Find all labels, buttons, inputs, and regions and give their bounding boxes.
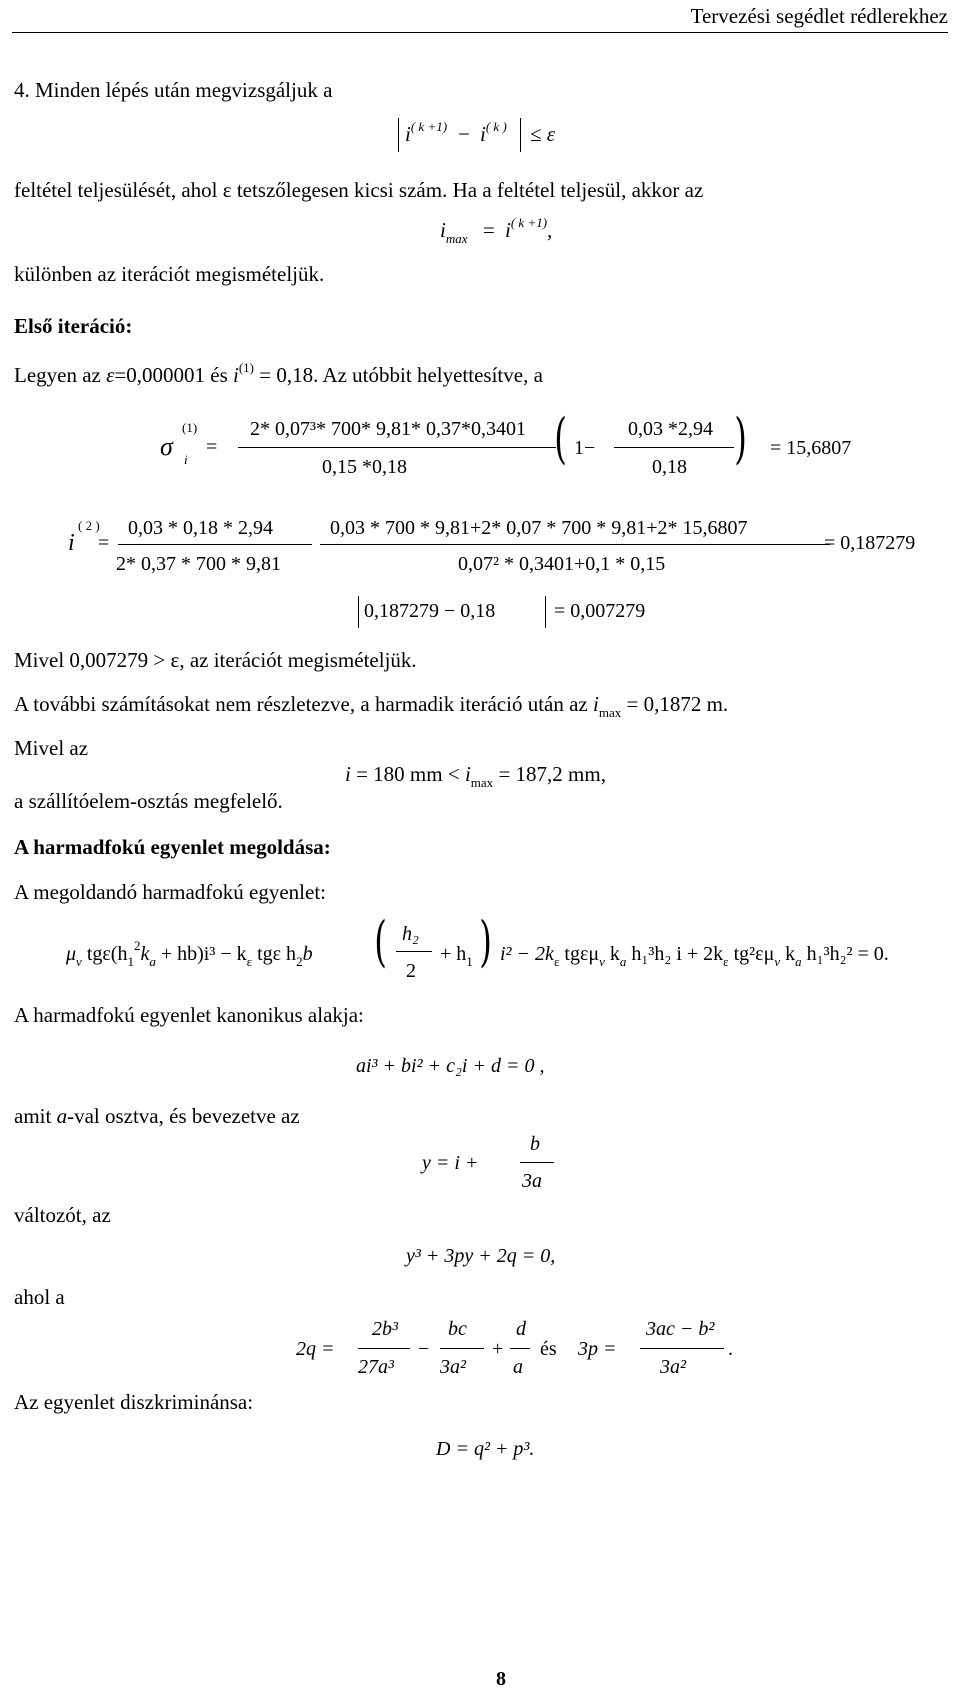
after-paragraph-4: a szállítóelem-osztás megfelelő. bbox=[14, 789, 283, 813]
first-iteration-line: Legyen az ε=0,000001 és $i^{(1)} = 0,18$. Az utóbbit helyettesítve, a bbox=[14, 360, 543, 387]
canonical-equation: ai³ + bi² + c₂i + d = 0 , bbox=[356, 1055, 545, 1077]
running-header: Tervezési segédlet rédlerekhez bbox=[690, 4, 948, 28]
cubic-intro: A megoldandó harmadfokú egyenlet: bbox=[14, 880, 326, 904]
discriminant-equation: D = q² + p³. bbox=[436, 1438, 535, 1460]
where-line: ahol a bbox=[14, 1285, 65, 1309]
first-iteration-heading: Első iteráció: bbox=[14, 314, 133, 338]
canonical-intro: A harmadfokú egyenlet kanonikus alakja: bbox=[14, 1003, 364, 1027]
step4-intro: 4. Minden lépés után megvizsgáljuk a bbox=[14, 78, 333, 102]
step4-else: különben az iterációt megismételjük. bbox=[14, 262, 325, 286]
after-paragraph-3: Mivel az bbox=[14, 736, 89, 760]
after-paragraph-2: A további számításokat nem részletezve, a harmadik iteráció után az $i_{max} = 0,1872$ m. bbox=[14, 692, 729, 720]
discriminant-intro: Az egyenlet diszkriminánsa: bbox=[14, 1390, 254, 1414]
variable-intro: változót, az bbox=[14, 1203, 111, 1227]
after-paragraph-1: Mivel 0,007279 > ε, az iterációt megismételjük. bbox=[14, 648, 417, 672]
page-number: 8 bbox=[496, 1668, 506, 1690]
divide-line: amit a-val osztva, és bevezetve az bbox=[14, 1104, 300, 1128]
step4-description: feltétel teljesülését, ahol ε tetszőlegesen kicsi szám. Ha a feltétel teljesül, akkor az bbox=[14, 178, 704, 202]
cubic-heading: A harmadfokú egyenlet megoldása: bbox=[14, 835, 331, 859]
header-rule bbox=[12, 32, 948, 33]
reduced-equation: y³ + 3py + 2q = 0, bbox=[406, 1245, 556, 1267]
comparison-line: i = 180 mm < $i_{max} = 187,2$ mm, bbox=[345, 762, 606, 790]
